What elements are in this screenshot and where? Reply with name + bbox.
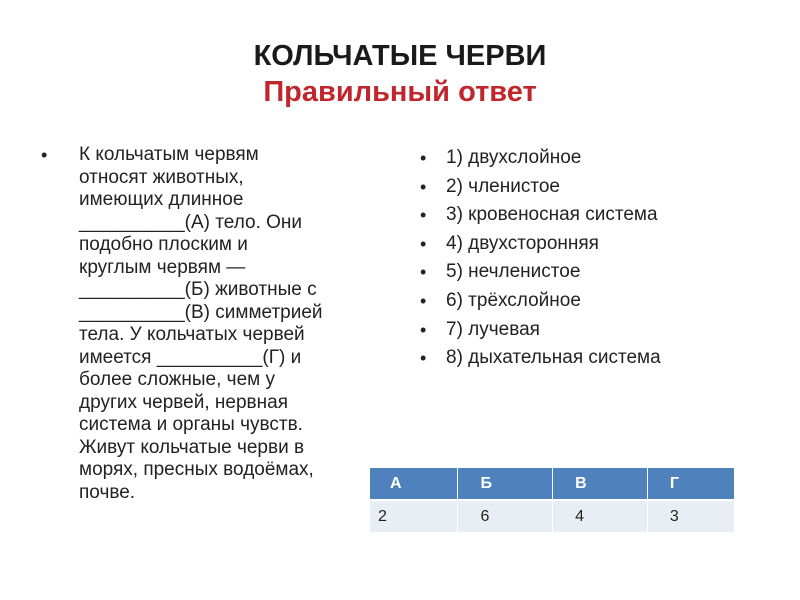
bullet-marker: • (420, 290, 427, 311)
option-label: 6) трёхслойное (446, 289, 581, 311)
answer-table (370, 468, 734, 532)
option-label: 8) дыхательная система (446, 347, 661, 369)
answer-table-header-row (370, 468, 734, 500)
bullet-marker: • (420, 233, 427, 254)
option-item-7 (420, 316, 780, 345)
slide-title: КОЛЬЧАТЫЕ ЧЕРВИ (253, 40, 547, 72)
option-item-2 (420, 173, 780, 202)
answer-table-row (370, 500, 734, 532)
bullet-marker: • (420, 348, 427, 369)
answer-value-v: 4 (553, 500, 648, 532)
option-item-3 (420, 201, 780, 230)
option-item-4 (420, 230, 780, 259)
option-item-5 (420, 258, 780, 287)
question-bullet-item (40, 144, 375, 504)
answer-value-a: 2 (370, 500, 458, 532)
option-label: 4) двухсторонняя (446, 232, 599, 254)
bullet-marker: • (420, 148, 427, 168)
answer-value-b: 6 (458, 500, 553, 532)
answer-header-a: А (370, 468, 458, 500)
bullet-marker: • (420, 262, 427, 283)
bullet-marker: • (41, 145, 48, 165)
option-label: 1) двухслойное (446, 147, 582, 168)
answer-header-v: В (553, 468, 648, 500)
bullet-marker: • (420, 205, 427, 226)
option-label: 7) лучевая (446, 318, 540, 340)
option-item-1 (420, 144, 780, 173)
answer-value-g: 3 (647, 500, 734, 532)
option-label: 5) нечленистое (446, 261, 581, 283)
option-item-6 (420, 287, 780, 316)
bullet-marker: • (420, 176, 427, 197)
question-text: К кольчатым червям относят животных, имеющих длинное __________(А) тело. Они подобно плоским и круглым червям — __________(Б) животные с __________(В) симметрией тела. У кольчатых червей имеется __________(Г) и более сложные, чем у других червей, нервная система и органы чувств. Живут кольчатые черви в морях, пресных водоёмах, почве. (79, 144, 323, 503)
answer-header-g: Г (647, 468, 734, 500)
answer-header-b: Б (458, 468, 553, 500)
bullet-marker: • (420, 319, 427, 340)
options-column (420, 144, 780, 373)
question-column (40, 144, 375, 504)
option-label: 3) кровеносная система (446, 204, 658, 226)
option-label: 2) членистое (446, 175, 560, 197)
option-item-8 (420, 344, 780, 373)
slide-title-block (0, 38, 800, 110)
options-list (420, 144, 780, 373)
slide-subtitle: Правильный ответ (263, 76, 537, 108)
